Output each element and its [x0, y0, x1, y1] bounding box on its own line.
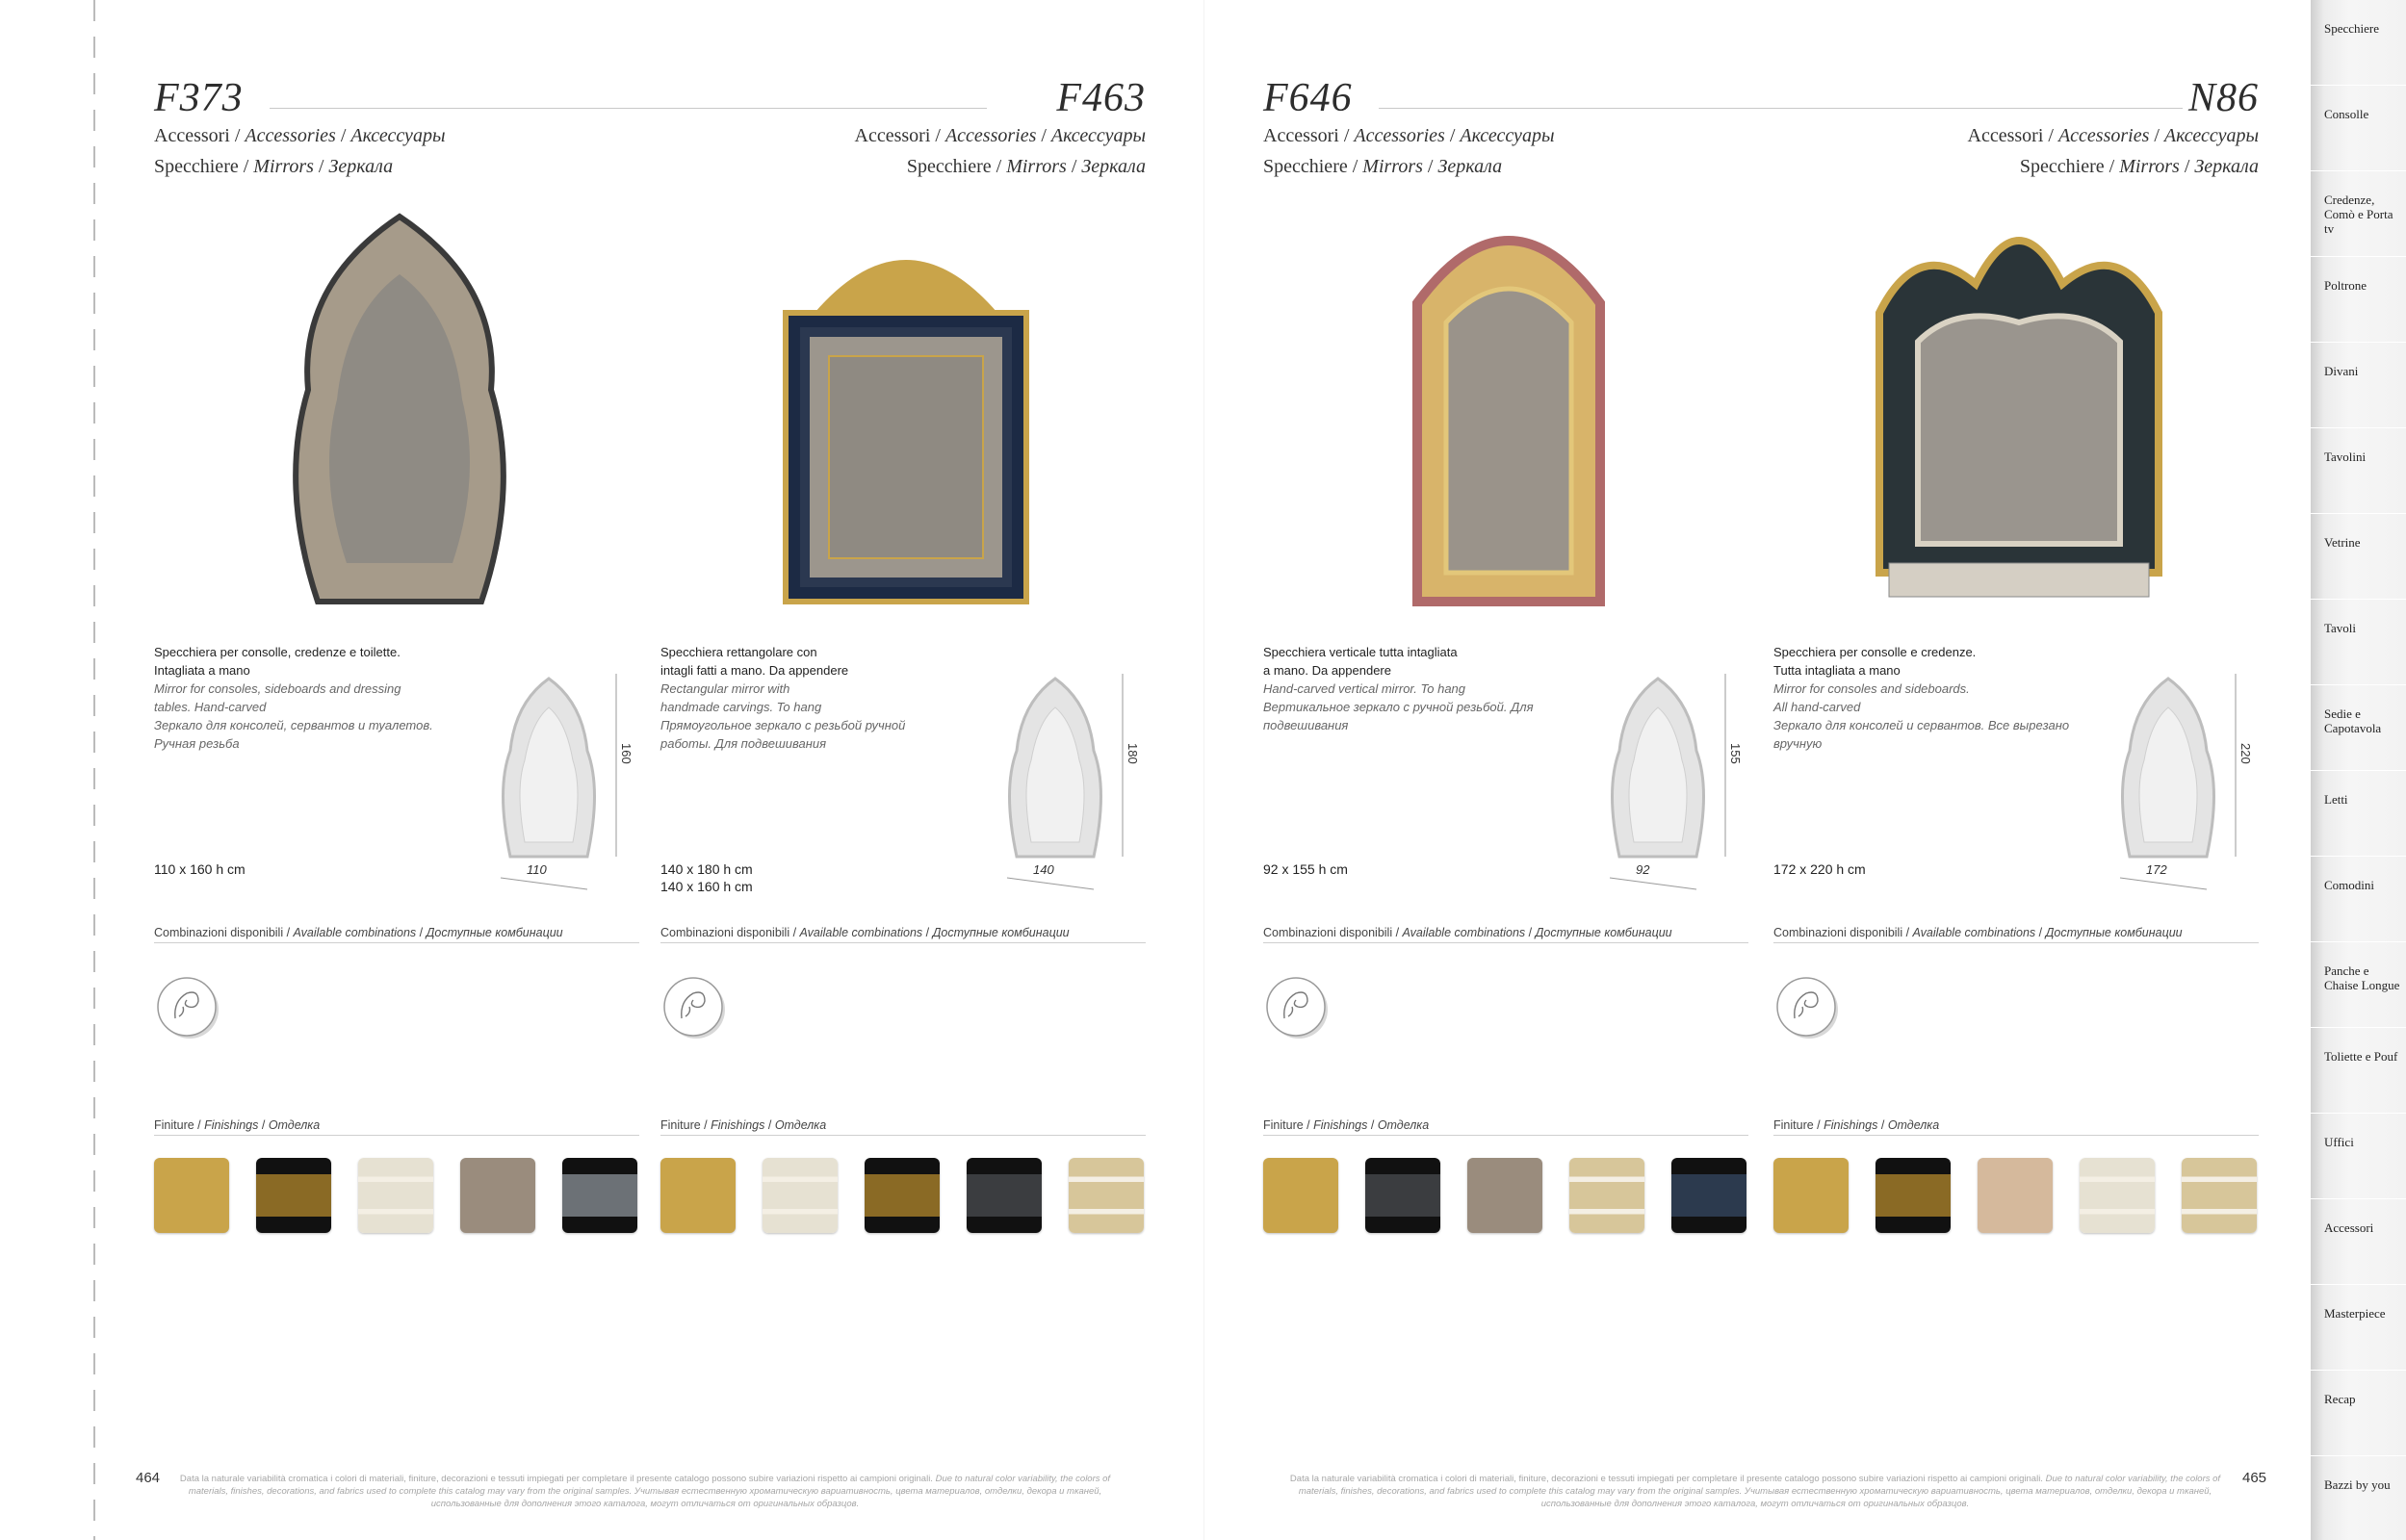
tab-toliette-e-pouf[interactable]: Toliette e Pouf — [2311, 1028, 2406, 1114]
product-code: F373 — [154, 76, 244, 120]
category-line-en: Accessories — [944, 125, 1037, 146]
finishings-heading-ru: Отделка — [1377, 1118, 1430, 1132]
subcategory-line: Specchiere / Mirrors / Зеркала — [1263, 156, 1503, 177]
finish-swatches — [1773, 1158, 2259, 1235]
combinations-heading-en: Available combinations — [799, 926, 923, 939]
finishings-heading: Finiture / Finishings / Отделка — [1263, 1118, 1748, 1136]
finish-swatch-navy[interactable] — [1671, 1158, 1746, 1233]
subcategory-line-ru: Зеркала — [2194, 156, 2259, 177]
product-f463 — [660, 0, 1146, 1540]
mirror-photo — [241, 197, 558, 621]
description-line-ru: подвешивания — [1263, 718, 1349, 732]
product-size — [1263, 860, 1348, 878]
finish-swatch-taupe[interactable] — [460, 1158, 535, 1233]
subcategory-line-en: Mirrors — [1006, 156, 1067, 177]
combinations-heading-it: Combinazioni disponibili — [660, 926, 790, 939]
finish-swatch-silver-blue[interactable] — [562, 1158, 637, 1233]
description-line-en: Mirror for consoles, sideboards and dressing — [154, 681, 401, 696]
dimension-height: 220 — [2238, 743, 2253, 764]
description-line-it: Tutta intagliata a mano — [1773, 663, 1901, 678]
combinations-heading-ru: Доступные комбинации — [932, 926, 1070, 939]
product-description — [1773, 643, 2091, 753]
dimension-sketch — [978, 664, 1132, 895]
disclaimer-text-italic: Due to natural color variability, the colors of materials, finishes, decorations, and fabrics used to complete this catalog may vary from the original samples. Учитывая естественную хроматическую вариативность, цвета материалов, отделки, декора и тканей, использованные для дополнения этого каталога, могут отличаться от оригинальных образцов. — [1298, 1474, 2221, 1509]
description-line-ru: вручную — [1773, 736, 1823, 751]
disclaimer-right — [1283, 1473, 2227, 1510]
product-code: F463 — [1056, 76, 1146, 120]
finish-swatch-gold[interactable] — [660, 1158, 736, 1233]
description-line-it: intagli fatti a mano. Da appendere — [660, 663, 849, 678]
finishings-heading-en: Finishings — [711, 1118, 765, 1132]
tab-divani[interactable]: Divani — [2311, 343, 2406, 428]
tab-bazzi-by-you[interactable]: Bazzi by you — [2311, 1456, 2406, 1540]
category-line-ru: Аксессуары — [2163, 125, 2259, 146]
subcategory-line: Specchiere / Mirrors / Зеркала — [906, 156, 1146, 177]
disclaimer-text-italic: Due to natural color variability, the colors of materials, finishes, decorations, and fabrics used to complete this catalog may vary from the original samples. Учитывая естественную хроматическую вариативность, цвета материалов, отделки, декора и тканей, использованные для дополнения этого каталога, могут отличаться от оригинальных образцов. — [188, 1474, 1111, 1509]
finishings-heading-ru: Отделка — [774, 1118, 827, 1132]
tab-poltrone[interactable]: Poltrone — [2311, 257, 2406, 343]
page-number-right: 465 — [2242, 1470, 2267, 1486]
product-code: N86 — [2187, 76, 2259, 120]
finish-swatch-gold-ivory[interactable] — [2182, 1158, 2257, 1233]
subcategory-line-it: Specchiere — [2019, 156, 2105, 177]
mirror-photo — [747, 197, 1065, 621]
subcategory-line-it: Specchiere — [154, 156, 239, 177]
product-description — [1263, 643, 1581, 734]
finish-swatch-ivory[interactable] — [763, 1158, 838, 1233]
category-line-it: Accessori — [154, 125, 230, 146]
product-size — [1773, 860, 1866, 878]
finishings-heading: Finiture / Finishings / Отделка — [154, 1118, 639, 1136]
description-line-it: Intagliata a mano — [154, 663, 250, 678]
product-f373 — [154, 0, 639, 1540]
finish-swatch-ivory[interactable] — [358, 1158, 433, 1233]
finishings-heading: Finiture / Finishings / Отделка — [1773, 1118, 2259, 1136]
category-line-it: Accessori — [1263, 125, 1339, 146]
finishings-heading: Finiture / Finishings / Отделка — [660, 1118, 1146, 1136]
finishings-heading-ru: Отделка — [268, 1118, 321, 1132]
dimension-width: 140 — [1033, 862, 1054, 877]
tab-recap[interactable]: Recap — [2311, 1371, 2406, 1456]
combinations-heading-ru: Доступные комбинации — [2045, 926, 2183, 939]
finish-swatch-gold-ivory[interactable] — [1069, 1158, 1144, 1233]
description-line-en: Hand-carved vertical mirror. To hang — [1263, 681, 1466, 696]
combination-option-icon[interactable] — [1773, 974, 1841, 1041]
mirror-photo — [1350, 197, 1668, 621]
description-line-ru: Зеркало для консолей и сервантов. Все вырезано — [1773, 718, 2070, 732]
product-description — [660, 643, 978, 753]
category-line: Accessori / Accessories / Аксессуары — [154, 125, 446, 146]
finish-swatch-gold-ivory[interactable] — [1569, 1158, 1644, 1233]
finishings-heading-it: Finiture — [154, 1118, 194, 1132]
combinations-heading: Combinazioni disponibili / Available combinations / Доступные комбинации — [154, 926, 639, 943]
tab-letti[interactable]: Letti — [2311, 771, 2406, 857]
finish-swatch-peach[interactable] — [1978, 1158, 2053, 1233]
disclaimer-text: Data la naturale variabilità cromatica i colori di materiali, finiture, decorazioni e tessuti impiegati per completare il presente catalogo possono subire variazioni rispetto ai campioni originali. — [179, 1474, 933, 1484]
subcategory-line-it: Specchiere — [1263, 156, 1348, 177]
tab-consolle[interactable]: Consolle — [2311, 86, 2406, 171]
description-line-it: Specchiera rettangolare con — [660, 645, 817, 659]
combinations-heading-en: Available combinations — [293, 926, 417, 939]
subcategory-line: Specchiere / Mirrors / Зеркала — [154, 156, 394, 177]
combinations-heading: Combinazioni disponibili / Available combinations / Доступные комбинации — [1263, 926, 1748, 943]
finish-swatch-black-gold[interactable] — [865, 1158, 940, 1233]
tab-specchiere[interactable]: Specchiere — [2311, 0, 2406, 86]
combination-option-icon[interactable] — [1263, 974, 1331, 1041]
finish-swatches — [1263, 1158, 1748, 1235]
dimension-height: 155 — [1728, 743, 1743, 764]
tab-tavolini[interactable]: Tavolini — [2311, 428, 2406, 514]
combinations-heading-en: Available combinations — [1912, 926, 2036, 939]
tab-vetrine[interactable]: Vetrine — [2311, 514, 2406, 600]
mirror-photo — [1860, 197, 2178, 621]
description-line-en: All hand-carved — [1773, 700, 1861, 714]
combinations-heading-en: Available combinations — [1402, 926, 1526, 939]
size-line: 172 x 220 h cm — [1773, 861, 1866, 877]
category-line-it: Accessori — [854, 125, 931, 146]
header-rule — [1379, 108, 2183, 109]
product-f646 — [1263, 0, 1748, 1540]
combinations-heading-it: Combinazioni disponibili — [1773, 926, 1903, 939]
tab-credenze-comò-e-porta-tv[interactable]: Credenze, Comò e Porta tv — [2311, 171, 2406, 257]
tab-accessori[interactable]: Accessori — [2311, 1199, 2406, 1285]
finishings-heading-ru: Отделка — [1887, 1118, 1940, 1132]
description-line-ru: Зеркало для консолей, сервантов и туалетов. — [154, 718, 433, 732]
combinations-heading-ru: Доступные комбинации — [426, 926, 563, 939]
subcategory-line-ru: Зеркала — [1437, 156, 1503, 177]
category-line-ru: Аксессуары — [350, 125, 446, 146]
description-line-ru: работы. Для подвешивания — [660, 736, 827, 751]
category-line: Accessori / Accessories / Аксессуары — [854, 125, 1146, 146]
dimension-width: 110 — [527, 862, 547, 877]
subcategory-line: Specchiere / Mirrors / Зеркала — [2019, 156, 2259, 177]
description-line-ru: Вертикальное зеркало с ручной резьбой. Для — [1263, 700, 1534, 714]
binding-holes — [93, 0, 95, 1540]
dimension-width: 92 — [1636, 862, 1650, 877]
dimension-sketch — [1581, 664, 1735, 895]
subcategory-line-en: Mirrors — [1362, 156, 1423, 177]
combinations-heading: Combinazioni disponibili / Available combinations / Доступные комбинации — [660, 926, 1146, 943]
description-line-en: Mirror for consoles and sideboards. — [1773, 681, 1970, 696]
finish-swatch-black-gold[interactable] — [1876, 1158, 1951, 1233]
finish-swatch-gold[interactable] — [154, 1158, 229, 1233]
product-size — [154, 860, 246, 878]
subcategory-line-it: Specchiere — [906, 156, 992, 177]
tab-comodini[interactable]: Comodini — [2311, 857, 2406, 942]
finishings-heading-it: Finiture — [1263, 1118, 1304, 1132]
finish-swatch-ivory[interactable] — [2080, 1158, 2155, 1233]
description-line-it: Specchiera verticale tutta intagliata — [1263, 645, 1458, 659]
combination-option-icon[interactable] — [660, 974, 728, 1041]
category-line-en: Accessories — [245, 125, 336, 146]
description-line-ru: Прямоугольное зеркало с резьбой ручной — [660, 718, 906, 732]
description-line-en: handmade carvings. To hang — [660, 700, 822, 714]
finishings-heading-en: Finishings — [1824, 1118, 1878, 1132]
finish-swatch-black-silver[interactable] — [1365, 1158, 1440, 1233]
disclaimer-text: Data la naturale variabilità cromatica i colori di materiali, finiture, decorazioni e tessuti impiegati per completare il presente catalogo possono subire variazioni rispetto ai campioni originali. — [1289, 1474, 2043, 1484]
section-tabs — [2311, 0, 2406, 1540]
dimension-width: 172 — [2146, 862, 2167, 877]
combinations-heading-ru: Доступные комбинации — [1535, 926, 1672, 939]
combinations-heading-it: Combinazioni disponibili — [154, 926, 284, 939]
description-line-en: tables. Hand-carved — [154, 700, 267, 714]
finishings-heading-it: Finiture — [1773, 1118, 1814, 1132]
subcategory-line-en: Mirrors — [253, 156, 314, 177]
finish-swatch-gold[interactable] — [1773, 1158, 1849, 1233]
finish-swatch-gold[interactable] — [1263, 1158, 1338, 1233]
disclaimer-left — [173, 1473, 1117, 1510]
subcategory-line-en: Mirrors — [2119, 156, 2180, 177]
finish-swatch-black-silver[interactable] — [967, 1158, 1042, 1233]
combination-option-icon[interactable] — [154, 974, 221, 1041]
description-line-it: a mano. Da appendere — [1263, 663, 1391, 678]
description-line-en: Rectangular mirror with — [660, 681, 790, 696]
product-size — [660, 860, 753, 895]
finish-swatch-black-gold[interactable] — [256, 1158, 331, 1233]
subcategory-line-ru: Зеркала — [328, 156, 394, 177]
tab-tavoli[interactable]: Tavoli — [2311, 600, 2406, 685]
dimension-sketch — [472, 664, 626, 895]
tab-masterpiece[interactable]: Masterpiece — [2311, 1285, 2406, 1371]
finish-swatch-taupe[interactable] — [1467, 1158, 1542, 1233]
size-line: 140 x 180 h cm — [660, 861, 753, 877]
dimension-sketch — [2091, 664, 2245, 895]
dimension-height: 160 — [619, 743, 634, 764]
finish-swatches — [660, 1158, 1146, 1235]
tab-uffici[interactable]: Uffici — [2311, 1114, 2406, 1199]
category-line-ru: Аксессуары — [1050, 125, 1146, 146]
finishings-heading-it: Finiture — [660, 1118, 701, 1132]
page-fold — [1203, 0, 1204, 1540]
product-code: F646 — [1263, 76, 1353, 120]
size-line: 140 x 160 h cm — [660, 879, 753, 894]
tab-sedie-e-capotavola[interactable]: Sedie e Capotavola — [2311, 685, 2406, 771]
description-line-ru: Ручная резьба — [154, 736, 240, 751]
combinations-heading-it: Combinazioni disponibili — [1263, 926, 1393, 939]
category-line: Accessori / Accessories / Аксессуары — [1263, 125, 1555, 146]
tab-panche-e-chaise-longue[interactable]: Panche e Chaise Longue — [2311, 942, 2406, 1028]
page-number-left: 464 — [136, 1470, 161, 1486]
category-line-ru: Аксессуары — [1460, 125, 1555, 146]
finishings-heading-en: Finishings — [1313, 1118, 1368, 1132]
finishings-heading-en: Finishings — [204, 1118, 259, 1132]
category-line-en: Accessories — [2057, 125, 2150, 146]
product-description — [154, 643, 472, 753]
finish-swatches — [154, 1158, 639, 1235]
description-line-it: Specchiera per consolle, credenze e toilette. — [154, 645, 401, 659]
dimension-height: 180 — [1125, 743, 1140, 764]
size-line: 92 x 155 h cm — [1263, 861, 1348, 877]
product-n86 — [1773, 0, 2259, 1540]
category-line-it: Accessori — [1967, 125, 2044, 146]
size-line: 110 x 160 h cm — [154, 861, 246, 877]
combinations-heading: Combinazioni disponibili / Available combinations / Доступные комбинации — [1773, 926, 2259, 943]
category-line-en: Accessories — [1354, 125, 1445, 146]
description-line-it: Specchiera per consolle e credenze. — [1773, 645, 1977, 659]
subcategory-line-ru: Зеркала — [1081, 156, 1146, 177]
category-line: Accessori / Accessories / Аксессуары — [1967, 125, 2259, 146]
